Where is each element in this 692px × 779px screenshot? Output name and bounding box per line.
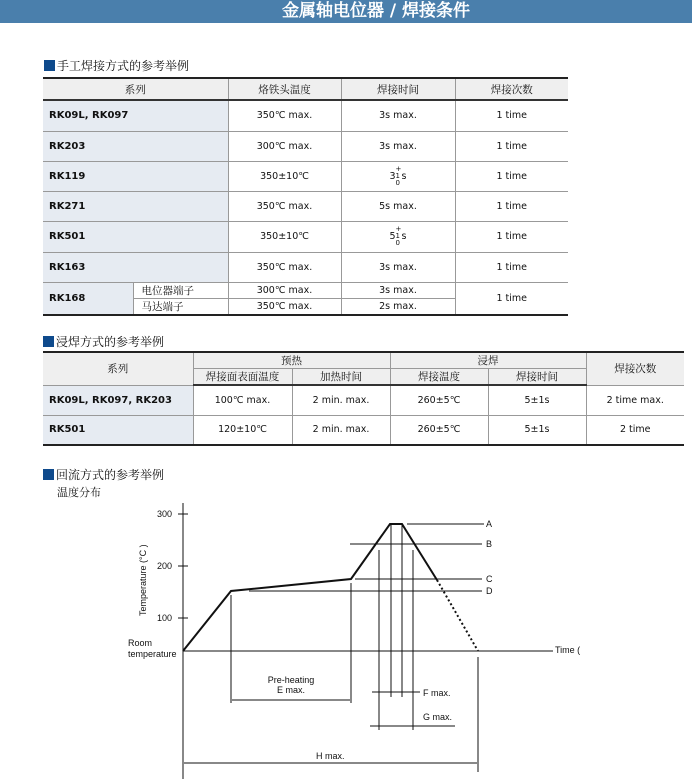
manual-heading-text: 手工焊接方式的参考举例 (57, 59, 190, 73)
value-cell: 120±10℃ (193, 415, 292, 445)
series-cell: RK501 (43, 221, 228, 252)
header-time: 焊接时间 (341, 78, 455, 100)
value-cell: 260±5℃ (390, 385, 488, 415)
value-cell: 2 min. max. (292, 385, 390, 415)
time-unit: s (401, 170, 407, 182)
time-value: 5s max. (379, 200, 417, 212)
time-value: 3s max. (379, 261, 417, 273)
series-cell: RK119 (43, 161, 228, 191)
value-cell: 2 time max. (586, 385, 684, 415)
time-cell: 3s max. (341, 282, 455, 298)
header-surface-temp: 焊接面表面温度 (193, 369, 292, 386)
page-title: 金属轴电位器 / 焊接条件 (281, 1, 471, 21)
temp-cell: 350℃ max. (228, 298, 341, 315)
header-solder-temp: 焊接温度 (390, 369, 488, 386)
f-max-label: F max. (423, 688, 451, 698)
header-heat-time: 加热时间 (292, 369, 390, 386)
time-value: 5 (389, 231, 396, 242)
series-cell: RK163 (43, 252, 228, 282)
header-dip: 浸焊 (390, 352, 586, 369)
temp-cell: 300℃ max. (228, 282, 341, 298)
y-tick-label: 100 (157, 613, 173, 623)
header-count: 焊接次数 (586, 352, 684, 385)
count-cell: 1 time (455, 191, 568, 221)
count-cell: 1 time (455, 282, 568, 315)
temp-cell: 300℃ max. (228, 131, 341, 161)
y-axis-label: Temperature (°C ) (138, 544, 148, 616)
x-axis-label: Time ( (555, 645, 581, 655)
count-cell: 1 time (455, 161, 568, 191)
tolerance: +1 0 (395, 225, 402, 247)
temp-cell: 350℃ max. (228, 100, 341, 131)
level-a-label: A (486, 519, 493, 529)
level-d-label: D (486, 586, 493, 596)
value-cell: 260±5℃ (390, 415, 488, 445)
preheat-label: Pre-heating (267, 675, 315, 685)
series-cell: RK09L, RK097, RK203 (43, 385, 193, 415)
value-cell: 100℃ max. (193, 385, 292, 415)
count-cell: 1 time (455, 252, 568, 282)
time-cell: 2s max. (341, 298, 455, 315)
g-max-label: G max. (423, 712, 453, 722)
header-tip-temp: 烙铁头温度 (228, 78, 341, 100)
count-cell: 1 time (455, 131, 568, 161)
header-series: 系列 (43, 352, 193, 385)
series-cell: RK271 (43, 191, 228, 221)
count-cell: 1 time (455, 100, 568, 131)
header-count: 焊接次数 (455, 78, 568, 100)
time-value: 3s max. (379, 110, 417, 122)
series-cell: RK203 (43, 131, 228, 161)
temp-cell: 350℃ max. (228, 252, 341, 282)
e-max-label: E max. (276, 685, 306, 695)
value-cell: 5±1s (488, 415, 586, 445)
series-cell: RK501 (43, 415, 193, 445)
count-cell: 1 time (455, 221, 568, 252)
room-label: Room (128, 638, 153, 648)
tolerance: +1 0 (395, 164, 402, 187)
value-cell: 2 time (586, 415, 684, 445)
y-tick-label: 300 (157, 509, 173, 519)
dip-heading-text: 浸焊方式的参考举例 (56, 335, 165, 349)
header-preheat: 预热 (193, 352, 390, 369)
sub-series-cell: 电位器端子 (133, 282, 228, 298)
temp-cell: 350±10℃ (228, 161, 341, 191)
sub-series-cell: 马达端子 (133, 298, 228, 315)
level-c-label: C (486, 574, 493, 584)
header-solder-time: 焊接时间 (488, 369, 586, 386)
y-tick-label: 200 (157, 561, 173, 571)
time-value: 3s max. (379, 140, 417, 152)
room-label: temperature (128, 649, 177, 659)
header-series: 系列 (43, 78, 228, 100)
reflow-subheading: 温度分布 (57, 486, 101, 499)
series-cell: RK09L, RK097 (43, 100, 228, 131)
temp-cell: 350±10℃ (228, 221, 341, 252)
profile-line (183, 524, 437, 651)
time-unit: s (401, 231, 407, 242)
series-cell: RK168 (43, 282, 133, 315)
reflow-heading-text: 回流方式的参考举例 (56, 468, 165, 482)
temp-cell: 350℃ max. (228, 191, 341, 221)
value-cell: 2 min. max. (292, 415, 390, 445)
value-cell: 5±1s (488, 385, 586, 415)
level-b-label: B (486, 539, 493, 549)
time-value: 3 (389, 170, 396, 182)
h-max-label: H max. (316, 751, 345, 761)
